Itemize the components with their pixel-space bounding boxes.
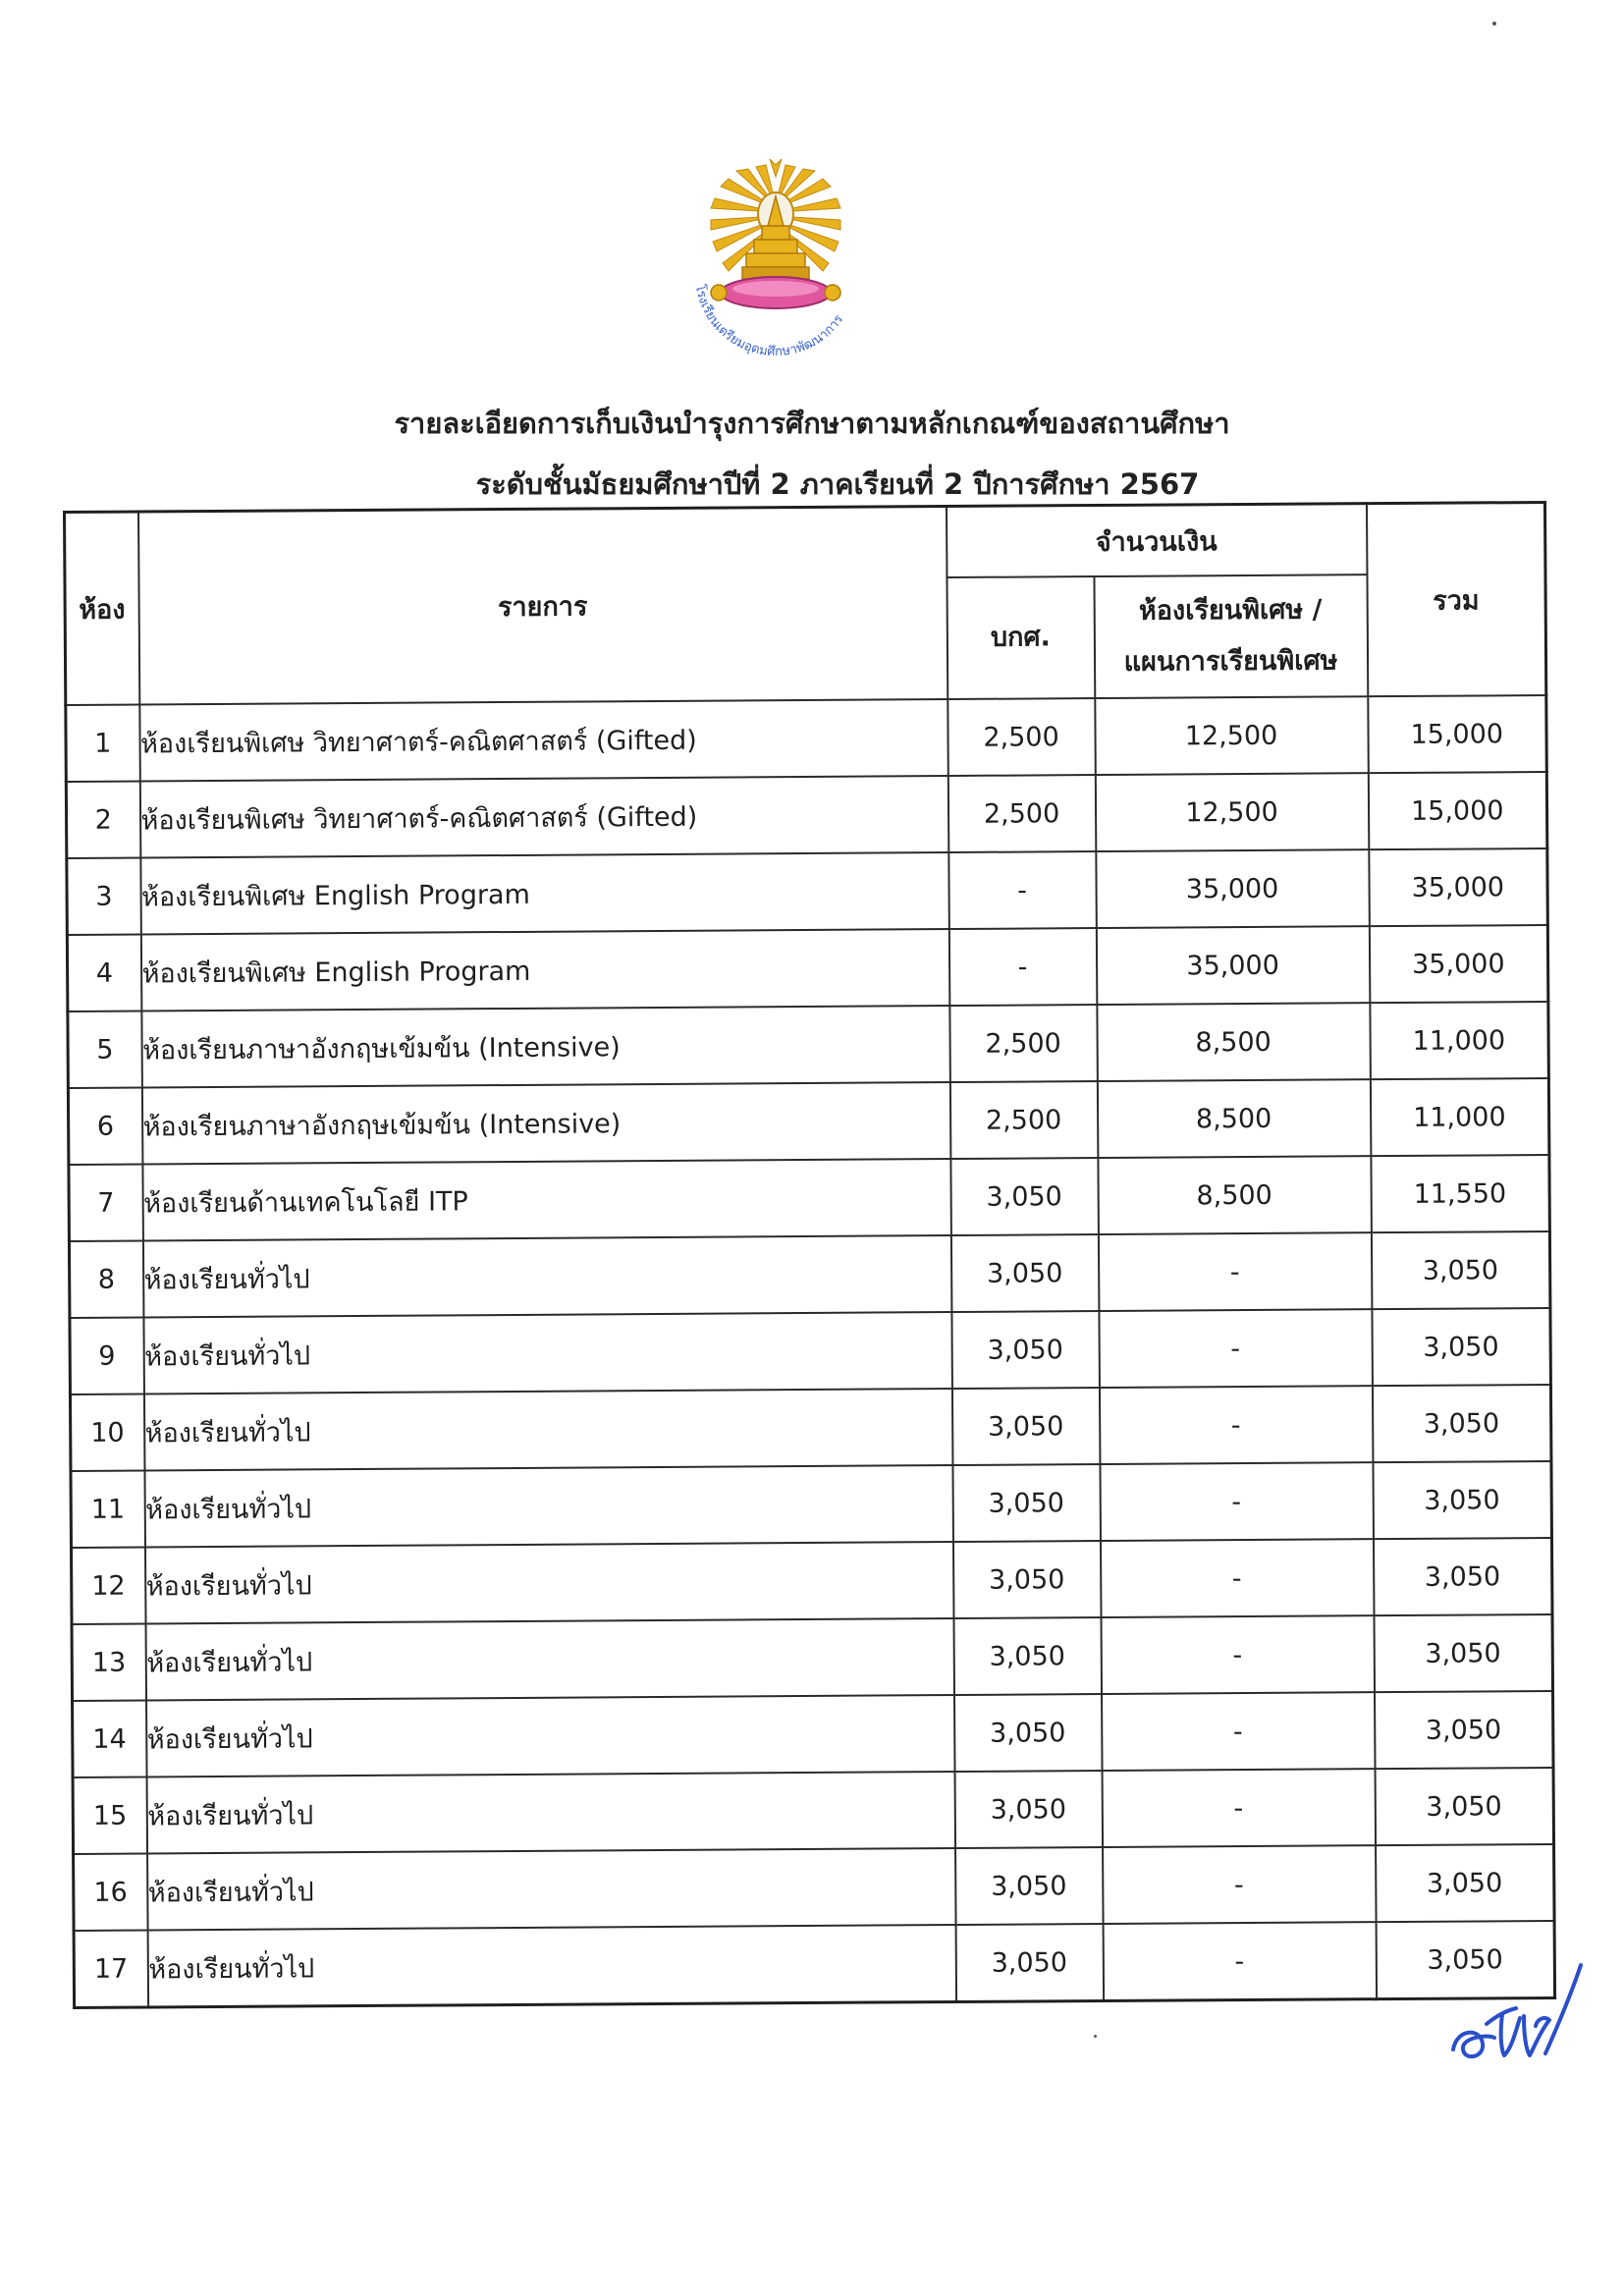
fee-amount: 3,050 xyxy=(952,1464,1101,1542)
fee-amount: 3,050 xyxy=(954,1771,1103,1848)
special-program-fee: - xyxy=(1100,1462,1374,1541)
room-number: 5 xyxy=(68,1011,142,1087)
total-amount: 11,000 xyxy=(1370,1078,1549,1156)
room-type: ห้องเรียนพิเศษ วิทยาศาตร์-คณิตศาสตร์ (Gifted) xyxy=(139,699,947,781)
fee-amount: 3,050 xyxy=(954,1694,1103,1772)
room-number: 2 xyxy=(66,781,140,857)
fee-amount: 3,050 xyxy=(955,1924,1104,2001)
scan-dot xyxy=(1492,22,1496,26)
total-amount: 3,050 xyxy=(1376,1921,1555,1999)
table-row xyxy=(74,1921,1554,2007)
fee-table xyxy=(63,501,1556,2009)
fee-amount: 2,500 xyxy=(947,698,1096,776)
fee-amount: 3,050 xyxy=(955,1847,1104,1925)
room-number: 6 xyxy=(68,1087,142,1164)
room-type: ห้องเรียนพิเศษ วิทยาศาตร์-คณิตศาสตร์ (Gifted) xyxy=(139,776,947,857)
document-subtitle: ระดับชั้นมัธยมศึกษาปีที่ 2 ภาคเรียนที่ 2 ปีการศึกษา 2567 xyxy=(475,467,1200,501)
special-program-fee: - xyxy=(1101,1615,1375,1694)
fee-amount: 3,050 xyxy=(950,1158,1099,1235)
room-number: 1 xyxy=(66,704,140,781)
room-number: 10 xyxy=(70,1394,144,1470)
table-row xyxy=(73,1768,1553,1854)
special-program-fee: - xyxy=(1100,1539,1374,1617)
table-row xyxy=(68,1002,1548,1088)
fee-amount: 2,500 xyxy=(949,1081,1098,1159)
room-number: 4 xyxy=(67,934,141,1011)
room-type: ห้องเรียนทั่วไป xyxy=(147,1925,956,2007)
room-number: 11 xyxy=(71,1470,145,1547)
scan-dot xyxy=(1094,2035,1097,2038)
table-row xyxy=(69,1231,1549,1318)
table-row xyxy=(73,1691,1553,1777)
fee-table-body xyxy=(66,695,1555,2007)
total-amount: 15,000 xyxy=(1368,695,1547,773)
table-row xyxy=(67,925,1547,1011)
table-row xyxy=(68,1078,1548,1165)
room-number: 14 xyxy=(73,1700,147,1777)
special-program-fee: - xyxy=(1103,1845,1377,1924)
special-program-fee: 12,500 xyxy=(1095,696,1369,775)
emblem-crown xyxy=(742,192,809,279)
document-title: รายละเอียดการเก็บเงินบำรุงการศึกษาตามหลักเกณฑ์ของสถานศึกษา xyxy=(394,407,1230,440)
table-row xyxy=(70,1308,1550,1394)
fee-amount: - xyxy=(948,851,1097,929)
table-row xyxy=(71,1461,1551,1548)
emblem-ring-text: โรงเรียนเตรียมอุดมศึกษาพัฒนาการ xyxy=(691,283,847,360)
room-type: ห้องเรียนทั่วไป xyxy=(143,1389,951,1470)
total-amount: 3,050 xyxy=(1375,1691,1554,1769)
special-program-fee: - xyxy=(1099,1309,1373,1388)
room-number: 16 xyxy=(74,1853,148,1930)
room-type: ห้องเรียนทั่วไป xyxy=(143,1312,951,1394)
total-amount: 3,050 xyxy=(1373,1538,1552,1615)
fee-amount: - xyxy=(948,928,1097,1006)
room-type: ห้องเรียนด้านเทคโนโลยี ITP xyxy=(142,1159,950,1240)
special-program-fee: 35,000 xyxy=(1096,849,1370,928)
room-number: 12 xyxy=(72,1547,146,1623)
table-row xyxy=(69,1155,1549,1241)
room-type: ห้องเรียนทั่วไป xyxy=(146,1772,954,1853)
room-type: ห้องเรียนภาษาอังกฤษเข้มข้น (Intensive) xyxy=(141,1082,949,1164)
room-type: ห้องเรียนทั่วไป xyxy=(142,1235,950,1317)
fee-amount: 3,050 xyxy=(951,1311,1100,1389)
room-number: 3 xyxy=(67,857,141,934)
header-special-line1: ห้องเรียนพิเศษ / xyxy=(1138,594,1323,627)
room-number: 13 xyxy=(72,1623,146,1700)
table-row xyxy=(66,695,1546,782)
fee-amount: 3,050 xyxy=(950,1234,1099,1312)
room-number: 15 xyxy=(73,1777,147,1853)
header-special-line2: แผนการเรียนพิเศษ xyxy=(1123,645,1338,678)
room-type: ห้องเรียนพิเศษ English Program xyxy=(140,852,948,934)
table-row xyxy=(66,772,1546,858)
table-row xyxy=(74,1844,1554,1931)
room-number: 7 xyxy=(69,1164,143,1240)
special-program-fee: - xyxy=(1103,1922,1377,2000)
special-program-fee: 8,500 xyxy=(1097,1003,1371,1081)
fee-amount: 3,050 xyxy=(953,1617,1102,1695)
total-amount: 3,050 xyxy=(1375,1768,1554,1845)
special-program-fee: 8,500 xyxy=(1098,1156,1372,1234)
header-total: รวม xyxy=(1366,502,1545,696)
fee-amount: 3,050 xyxy=(952,1541,1101,1618)
room-type: ห้องเรียนทั่วไป xyxy=(144,1465,952,1547)
special-program-fee: - xyxy=(1099,1386,1373,1464)
fee-amount: 3,050 xyxy=(951,1388,1100,1465)
special-program-fee: - xyxy=(1098,1232,1372,1311)
table-row xyxy=(72,1538,1552,1624)
total-amount: 11,550 xyxy=(1371,1155,1550,1232)
special-program-fee: 35,000 xyxy=(1096,926,1370,1005)
room-type: ห้องเรียนภาษาอังกฤษเข้มข้น (Intensive) xyxy=(141,1006,949,1087)
total-amount: 11,000 xyxy=(1370,1002,1549,1079)
total-amount: 3,050 xyxy=(1371,1231,1550,1309)
room-number: 8 xyxy=(69,1240,143,1317)
special-program-fee: 8,500 xyxy=(1097,1079,1371,1158)
table-row xyxy=(67,848,1547,935)
header-room: ห้อง xyxy=(65,512,139,705)
fee-amount: 2,500 xyxy=(947,775,1096,852)
special-program-fee: - xyxy=(1102,1769,1376,1847)
room-type: ห้องเรียนทั่วไป xyxy=(145,1618,953,1700)
total-amount: 15,000 xyxy=(1368,772,1547,849)
room-number: 9 xyxy=(70,1317,144,1394)
header-item: รายการ xyxy=(138,507,947,705)
emblem-cushion xyxy=(711,277,840,308)
school-emblem-logo xyxy=(677,157,874,373)
special-program-fee: 12,500 xyxy=(1095,773,1369,851)
room-type: ห้องเรียนทั่วไป xyxy=(147,1848,955,1930)
handwritten-signature xyxy=(1443,1959,1591,2067)
room-number: 17 xyxy=(74,1930,148,2007)
room-type: ห้องเรียนทั่วไป xyxy=(146,1695,954,1777)
total-amount: 35,000 xyxy=(1369,848,1548,926)
total-amount: 3,050 xyxy=(1372,1385,1551,1462)
header-special xyxy=(1094,574,1368,698)
total-amount: 35,000 xyxy=(1369,925,1548,1003)
header-fee: บกศ. xyxy=(947,576,1095,699)
total-amount: 3,050 xyxy=(1372,1308,1551,1386)
room-type: ห้องเรียนพิเศษ English Program xyxy=(140,929,948,1011)
total-amount: 3,050 xyxy=(1376,1844,1555,1922)
table-row xyxy=(70,1385,1550,1471)
total-amount: 3,050 xyxy=(1374,1614,1553,1692)
special-program-fee: - xyxy=(1102,1692,1376,1771)
room-type: ห้องเรียนทั่วไป xyxy=(145,1542,953,1623)
total-amount: 3,050 xyxy=(1373,1461,1552,1539)
fee-amount: 2,500 xyxy=(949,1005,1098,1082)
table-row xyxy=(72,1614,1552,1701)
header-amount: จำนวนเงิน xyxy=(946,504,1366,577)
